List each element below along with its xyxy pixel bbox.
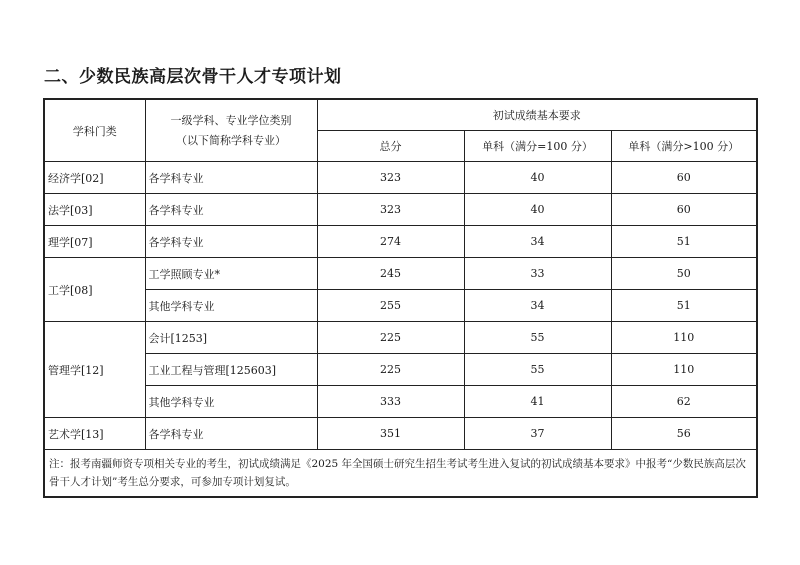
header-category-line1: 一级学科、专业学位类别 xyxy=(170,113,292,127)
table-row xyxy=(44,322,757,354)
cell-discipline: 经济学[02] xyxy=(44,162,145,194)
cell-category: 工学照顾专业* xyxy=(145,258,317,290)
cell-total: 323 xyxy=(317,162,464,194)
cell-single-gt100: 51 xyxy=(611,290,757,322)
cell-total: 351 xyxy=(317,418,464,450)
cell-total: 323 xyxy=(317,194,464,226)
table-row xyxy=(44,162,757,194)
table-note-row xyxy=(44,450,757,498)
table-header-row-1 xyxy=(44,99,757,131)
cell-discipline: 法学[03] xyxy=(44,194,145,226)
cell-category: 各学科专业 xyxy=(145,418,317,450)
header-single-100: 单科（满分=100 分） xyxy=(464,131,611,162)
cell-single-gt100: 50 xyxy=(611,258,757,290)
cell-category: 其他学科专业 xyxy=(145,386,317,418)
cell-single-100: 55 xyxy=(464,354,611,386)
table-row xyxy=(44,386,757,418)
cell-single-gt100: 60 xyxy=(611,194,757,226)
header-category-line2: （以下简称学科专业） xyxy=(176,133,286,147)
cell-single-gt100: 110 xyxy=(611,322,757,354)
cell-single-100: 55 xyxy=(464,322,611,354)
cell-single-gt100: 56 xyxy=(611,418,757,450)
cell-discipline: 管理学[12] xyxy=(44,322,145,418)
cell-total: 255 xyxy=(317,290,464,322)
header-category xyxy=(145,99,317,162)
cell-single-100: 33 xyxy=(464,258,611,290)
cell-single-100: 34 xyxy=(464,290,611,322)
header-single-gt100: 单科（满分>100 分） xyxy=(611,131,757,162)
header-requirements: 初试成绩基本要求 xyxy=(317,99,757,131)
table-row xyxy=(44,258,757,290)
cell-single-gt100: 110 xyxy=(611,354,757,386)
table-note: 注：报考南疆师资专项相关专业的考生，初试成绩满足《2025 年全国硕士研究生招生考试考生进入复试的初试成绩基本要求》中报考“少数民族高层次骨干人才计划”考生总分要求，可参加专项计划复试。 xyxy=(44,450,757,498)
cell-category: 其他学科专业 xyxy=(145,290,317,322)
cell-single-gt100: 62 xyxy=(611,386,757,418)
cell-total: 333 xyxy=(317,386,464,418)
cell-category: 各学科专业 xyxy=(145,162,317,194)
table-row xyxy=(44,418,757,450)
cell-category: 各学科专业 xyxy=(145,226,317,258)
cell-single-100: 37 xyxy=(464,418,611,450)
score-requirements-table xyxy=(43,98,758,498)
cell-total: 225 xyxy=(317,354,464,386)
cell-single-100: 40 xyxy=(464,162,611,194)
cell-category: 各学科专业 xyxy=(145,194,317,226)
header-total: 总分 xyxy=(317,131,464,162)
section-heading: 二、少数民族高层次骨干人才专项计划 xyxy=(44,67,342,87)
table-row xyxy=(44,194,757,226)
header-discipline: 学科门类 xyxy=(44,99,145,162)
cell-category: 会计[1253] xyxy=(145,322,317,354)
cell-category: 工业工程与管理[125603] xyxy=(145,354,317,386)
cell-discipline: 理学[07] xyxy=(44,226,145,258)
cell-single-gt100: 60 xyxy=(611,162,757,194)
cell-single-100: 41 xyxy=(464,386,611,418)
cell-single-gt100: 51 xyxy=(611,226,757,258)
table-row xyxy=(44,226,757,258)
cell-total: 245 xyxy=(317,258,464,290)
cell-single-100: 34 xyxy=(464,226,611,258)
cell-total: 225 xyxy=(317,322,464,354)
cell-total: 274 xyxy=(317,226,464,258)
cell-discipline: 艺术学[13] xyxy=(44,418,145,450)
table-row xyxy=(44,354,757,386)
cell-discipline: 工学[08] xyxy=(44,258,145,322)
table-row xyxy=(44,290,757,322)
cell-single-100: 40 xyxy=(464,194,611,226)
